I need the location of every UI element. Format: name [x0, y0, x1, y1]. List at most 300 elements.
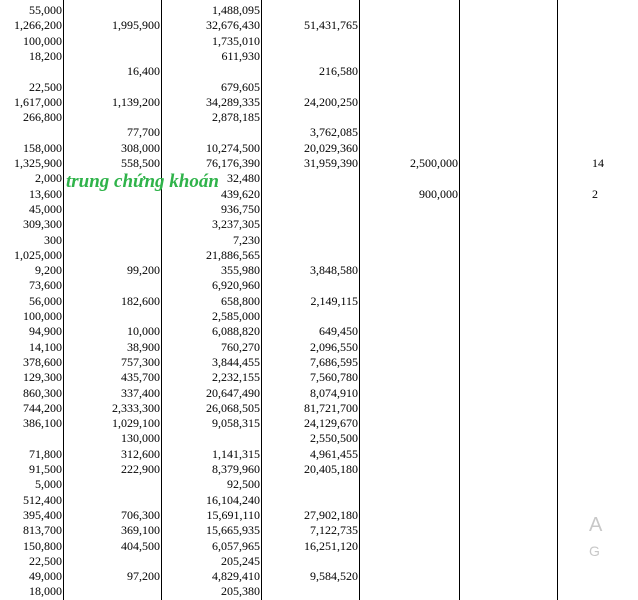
table-row [0, 49, 600, 64]
table-cell [262, 202, 358, 217]
table-cell: 20,647,490 [206, 385, 260, 400]
table-cell [360, 278, 458, 293]
table-cell [360, 554, 458, 569]
table-cell: 860,300 [23, 385, 62, 400]
table-cell: 2,096,550 [310, 339, 358, 354]
table-cell: 309,300 [23, 217, 62, 232]
table-cell [558, 263, 638, 278]
table-cell [360, 110, 458, 125]
table-row [0, 95, 600, 110]
table-cell [262, 34, 358, 49]
table-cell: 4,829,410 [212, 569, 260, 584]
table-cell [558, 493, 638, 508]
table-cell [262, 233, 358, 248]
table-cell [360, 171, 458, 186]
table-cell: 15,691,110 [206, 507, 260, 522]
table-cell [0, 431, 62, 446]
table-cell [64, 233, 160, 248]
table-row [0, 431, 600, 446]
table-cell [360, 355, 458, 370]
table-cell: 1,141,315 [212, 446, 260, 461]
table-cell [360, 263, 458, 278]
table-cell [558, 447, 638, 462]
table-cell [460, 64, 556, 79]
table-cell [460, 95, 556, 110]
table-cell [558, 294, 638, 309]
table-row [0, 508, 600, 523]
table-cell: 8,074,910 [310, 385, 358, 400]
table-cell: 100,000 [23, 309, 62, 323]
table-row [0, 386, 600, 401]
table-cell: 1,617,000 [14, 94, 62, 109]
table-cell [558, 248, 638, 263]
table-cell: 1,139,200 [112, 94, 160, 109]
table-cell: 512,400 [23, 492, 62, 507]
table-cell: 386,100 [23, 416, 62, 431]
table-cell: 658,800 [221, 293, 260, 308]
table-cell: 13,600 [29, 186, 62, 201]
table-cell: 71,800 [29, 446, 62, 461]
table-cell: 7,686,595 [310, 354, 358, 369]
table-row [0, 493, 600, 508]
table-cell [558, 18, 638, 33]
table-cell: 1,025,000 [14, 247, 62, 262]
table-cell [360, 493, 458, 508]
table-cell [262, 554, 358, 569]
table-cell: 1,325,900 [14, 156, 62, 170]
table-cell [64, 34, 160, 49]
table-cell [360, 447, 458, 462]
table-cell [64, 202, 160, 217]
table-cell [460, 171, 556, 186]
table-cell: 439,620 [221, 186, 260, 201]
table-cell [360, 294, 458, 309]
table-cell: 1,735,010 [212, 33, 260, 48]
table-cell: 222,900 [121, 462, 160, 476]
table-cell [262, 248, 358, 263]
table-cell: 7,560,780 [310, 370, 358, 385]
table-cell [558, 95, 638, 110]
table-cell [558, 431, 638, 446]
table-cell [460, 217, 556, 232]
table-cell: 7,122,735 [310, 523, 358, 538]
table-cell [360, 18, 458, 33]
table-row [0, 462, 600, 477]
table-cell: 1,029,100 [112, 416, 160, 431]
table-cell [360, 569, 458, 584]
table-row [0, 263, 600, 278]
table-cell [558, 110, 638, 125]
table-cell [360, 95, 458, 110]
table-cell: 611,930 [221, 48, 260, 63]
table-row [0, 416, 600, 431]
table-cell: 32,676,430 [206, 18, 260, 33]
table-cell [558, 370, 638, 385]
table-cell: 3,762,085 [310, 125, 358, 140]
table-cell [558, 340, 638, 355]
table-cell: 18,000 [29, 584, 62, 599]
table-cell [460, 324, 556, 339]
table-cell [64, 278, 160, 293]
table-cell [360, 431, 458, 446]
table-cell [558, 141, 638, 156]
table-row [0, 294, 600, 309]
table-cell [558, 80, 638, 95]
table-cell [558, 233, 638, 248]
table-cell: 355,980 [221, 263, 260, 278]
table-row [0, 447, 600, 462]
table-row [0, 554, 600, 569]
table-cell [558, 324, 638, 339]
table-row [0, 202, 600, 217]
table-row [0, 110, 600, 125]
table-cell [460, 462, 556, 477]
table-cell: 22,500 [29, 79, 62, 94]
table-cell [360, 64, 458, 79]
table-cell [460, 125, 556, 140]
table-cell [460, 416, 556, 431]
overlay-letter: G [589, 543, 600, 559]
table-cell [64, 584, 160, 599]
table-cell: 395,400 [23, 507, 62, 522]
table-cell [360, 401, 458, 416]
table-cell [460, 447, 556, 462]
table-row [0, 324, 600, 339]
table-cell: 15,665,935 [206, 523, 260, 538]
table-cell [162, 64, 260, 79]
table-cell [360, 324, 458, 339]
table-cell [558, 3, 638, 18]
table-cell: 97,200 [127, 569, 160, 584]
table-cell: 129,300 [23, 370, 62, 385]
table-cell [558, 584, 638, 599]
table-cell [262, 3, 358, 18]
table-cell [460, 278, 556, 293]
table-cell: 130,000 [121, 431, 160, 446]
table-cell [558, 64, 638, 79]
table-cell: 49,000 [29, 569, 62, 584]
table-cell: 337,400 [121, 385, 160, 400]
table-cell: 649,450 [319, 324, 358, 339]
table-cell [460, 80, 556, 95]
table-cell: 10,274,500 [206, 140, 260, 155]
table-cell: 2,550,500 [310, 431, 358, 446]
table-cell [460, 539, 556, 554]
table-cell [460, 523, 556, 538]
table-cell [262, 584, 358, 599]
table-cell: 32,480 [227, 171, 260, 186]
table-cell [460, 386, 556, 401]
table-cell: 378,600 [23, 354, 62, 369]
table-cell: 266,800 [23, 110, 62, 125]
table-row [0, 80, 600, 95]
table-cell [460, 3, 556, 18]
table-row [0, 355, 600, 370]
table-cell [64, 3, 160, 18]
table-cell: 300 [44, 232, 62, 247]
table-cell [64, 217, 160, 232]
table-cell: 21,886,565 [206, 247, 260, 262]
table-cell: 16,251,120 [304, 538, 358, 553]
table-cell: 2,585,000 [212, 309, 260, 323]
table-cell: 369,100 [121, 523, 160, 538]
table-row [0, 539, 600, 554]
table-row [0, 370, 600, 385]
table-row [0, 18, 600, 33]
table-cell: 558,500 [121, 156, 160, 170]
table-cell [360, 462, 458, 477]
table-row [0, 217, 600, 232]
table-cell [460, 34, 556, 49]
table-cell [262, 80, 358, 95]
table-cell: 3,848,580 [310, 263, 358, 278]
table-cell [460, 370, 556, 385]
overlay-letter: A [589, 514, 603, 536]
table-cell [460, 355, 556, 370]
table-cell [558, 278, 638, 293]
table-cell [460, 508, 556, 523]
table-cell [64, 110, 160, 125]
table-cell: 2,000 [35, 171, 62, 186]
table-cell [558, 462, 638, 477]
table-cell [360, 3, 458, 18]
table-cell [558, 386, 638, 401]
table-row [0, 569, 600, 584]
table-cell: 2,333,300 [112, 400, 160, 415]
table-cell: 150,800 [23, 538, 62, 553]
table-row [0, 233, 600, 248]
table-cell [460, 401, 556, 416]
table-cell [64, 49, 160, 64]
table-row [0, 3, 600, 18]
table-cell: 312,600 [121, 446, 160, 461]
table-cell: 8,379,960 [212, 462, 260, 476]
table-cell [558, 49, 638, 64]
table-cell [558, 217, 638, 232]
table-cell: 9,200 [35, 263, 62, 278]
table-cell [460, 141, 556, 156]
table-cell: 216,580 [319, 64, 358, 79]
table-cell [558, 477, 638, 492]
table-cell: 936,750 [221, 201, 260, 216]
table-cell: 27,902,180 [304, 507, 358, 522]
table-cell [460, 18, 556, 33]
table-row [0, 64, 600, 79]
table-cell [262, 110, 358, 125]
table-cell: 813,700 [23, 523, 62, 538]
table-cell [460, 340, 556, 355]
table-cell: 100,000 [23, 33, 62, 48]
table-cell [460, 156, 556, 171]
table-row [0, 584, 600, 599]
table-cell: 706,300 [121, 507, 160, 522]
table-cell: 2,149,115 [310, 293, 358, 308]
table-cell: 77,700 [127, 125, 160, 140]
table-cell [262, 309, 358, 324]
table-row [0, 309, 600, 324]
table-row [0, 523, 600, 538]
table-row [0, 141, 600, 156]
watermark-text: trung chứng khoán [66, 171, 219, 192]
table-cell [558, 569, 638, 584]
table-cell [558, 202, 638, 217]
table-cell [262, 187, 358, 202]
table-cell: 34,289,335 [206, 94, 260, 109]
table-cell: 22,500 [29, 553, 62, 568]
table-cell: 81,721,700 [304, 400, 358, 415]
table-cell: 10,000 [127, 324, 160, 339]
table-cell [262, 171, 358, 186]
table-cell [460, 584, 556, 599]
table-cell: 3,844,455 [212, 354, 260, 369]
table-cell [162, 125, 260, 140]
table-cell: 1,266,200 [14, 18, 62, 33]
table-cell: 18,200 [29, 48, 62, 63]
table-cell [64, 554, 160, 569]
table-cell [262, 278, 358, 293]
table-cell [64, 248, 160, 263]
table-cell: 94,900 [29, 324, 62, 339]
table-cell [360, 49, 458, 64]
table-cell: 14 [592, 156, 604, 170]
table-cell [558, 355, 638, 370]
table-cell [360, 477, 458, 492]
table-cell: 38,900 [127, 339, 160, 354]
table-cell: 9,058,315 [212, 416, 260, 431]
table-cell [460, 431, 556, 446]
table-cell [460, 294, 556, 309]
table-cell [558, 416, 638, 431]
table-cell [262, 217, 358, 232]
table-cell: 900,000 [419, 186, 458, 201]
table-cell [360, 248, 458, 263]
table-cell [460, 554, 556, 569]
table-cell: 182,600 [121, 293, 160, 308]
table-cell: 20,405,180 [304, 462, 358, 476]
table-cell: 760,270 [221, 339, 260, 354]
table-cell [360, 125, 458, 140]
table-cell: 5,000 [35, 477, 62, 492]
table-cell: 51,431,765 [304, 18, 358, 33]
table-cell [360, 309, 458, 324]
table-cell: 6,088,820 [212, 324, 260, 339]
table-cell: 404,500 [121, 538, 160, 553]
table-cell: 6,057,965 [212, 538, 260, 553]
table-cell: 1,995,900 [112, 18, 160, 33]
table-cell: 92,500 [227, 477, 260, 492]
table-cell [460, 49, 556, 64]
table-row [0, 401, 600, 416]
table-cell [558, 171, 638, 186]
table-cell: 205,245 [221, 553, 260, 568]
table-row [0, 278, 600, 293]
table-cell: 3,237,305 [212, 217, 260, 232]
table-cell: 24,129,670 [304, 416, 358, 431]
table-cell: 26,068,505 [206, 400, 260, 415]
table-cell [360, 370, 458, 385]
table-cell: 31,959,390 [304, 156, 358, 170]
table-cell [162, 431, 260, 446]
table-cell: 76,176,390 [206, 156, 260, 170]
table-cell [360, 202, 458, 217]
table-cell [64, 80, 160, 95]
table-cell [64, 477, 160, 492]
table-cell [360, 34, 458, 49]
table-cell: 7,230 [233, 232, 260, 247]
table-cell [360, 416, 458, 431]
table-cell [460, 187, 556, 202]
table-row [0, 340, 600, 355]
table-cell [460, 263, 556, 278]
table-cell [0, 125, 62, 140]
table-cell [460, 233, 556, 248]
table-cell [558, 401, 638, 416]
table-cell [262, 477, 358, 492]
table-cell: 14,100 [29, 339, 62, 354]
table-cell [460, 202, 556, 217]
table-cell [360, 233, 458, 248]
table-cell: 91,500 [29, 462, 62, 476]
table-cell: 6,920,960 [212, 278, 260, 293]
table-row [0, 248, 600, 263]
table-cell [460, 309, 556, 324]
table-cell: 16,104,240 [206, 492, 260, 507]
table-row [0, 156, 604, 171]
table-cell: 2,500,000 [410, 156, 458, 170]
table-cell: 744,200 [23, 400, 62, 415]
table-cell [360, 584, 458, 599]
table-cell: 9,584,520 [310, 569, 358, 584]
table-cell [64, 493, 160, 508]
table-cell: 2,232,155 [212, 370, 260, 385]
table-cell [360, 217, 458, 232]
table-cell: 679,605 [221, 79, 260, 94]
table-cell [360, 386, 458, 401]
table-row [0, 125, 600, 140]
table-cell [460, 248, 556, 263]
table-cell [360, 508, 458, 523]
table-cell [460, 110, 556, 125]
table-cell: 2 [592, 186, 598, 201]
table-cell [460, 493, 556, 508]
table-cell: 99,200 [127, 263, 160, 278]
table-cell: 308,000 [121, 140, 160, 155]
table-cell [460, 569, 556, 584]
table-cell: 56,000 [29, 293, 62, 308]
table-cell [460, 477, 556, 492]
table-cell: 435,700 [121, 370, 160, 385]
table-cell: 2,878,185 [212, 110, 260, 125]
table-cell [558, 309, 638, 324]
table-cell: 158,000 [23, 140, 62, 155]
table-cell: 757,300 [121, 354, 160, 369]
table-cell [262, 49, 358, 64]
table-cell [0, 64, 62, 79]
table-cell [558, 125, 638, 140]
table-cell [360, 340, 458, 355]
table-row [0, 34, 600, 49]
table-cell: 24,200,250 [304, 94, 358, 109]
table-cell [360, 539, 458, 554]
table-cell [360, 523, 458, 538]
table-cell [558, 34, 638, 49]
table-cell: 205,380 [221, 584, 260, 599]
table-cell: 55,000 [29, 3, 62, 17]
table-row [0, 477, 600, 492]
table-cell: 45,000 [29, 201, 62, 216]
table-cell: 20,029,360 [304, 140, 358, 155]
table-cell: 16,400 [127, 64, 160, 79]
